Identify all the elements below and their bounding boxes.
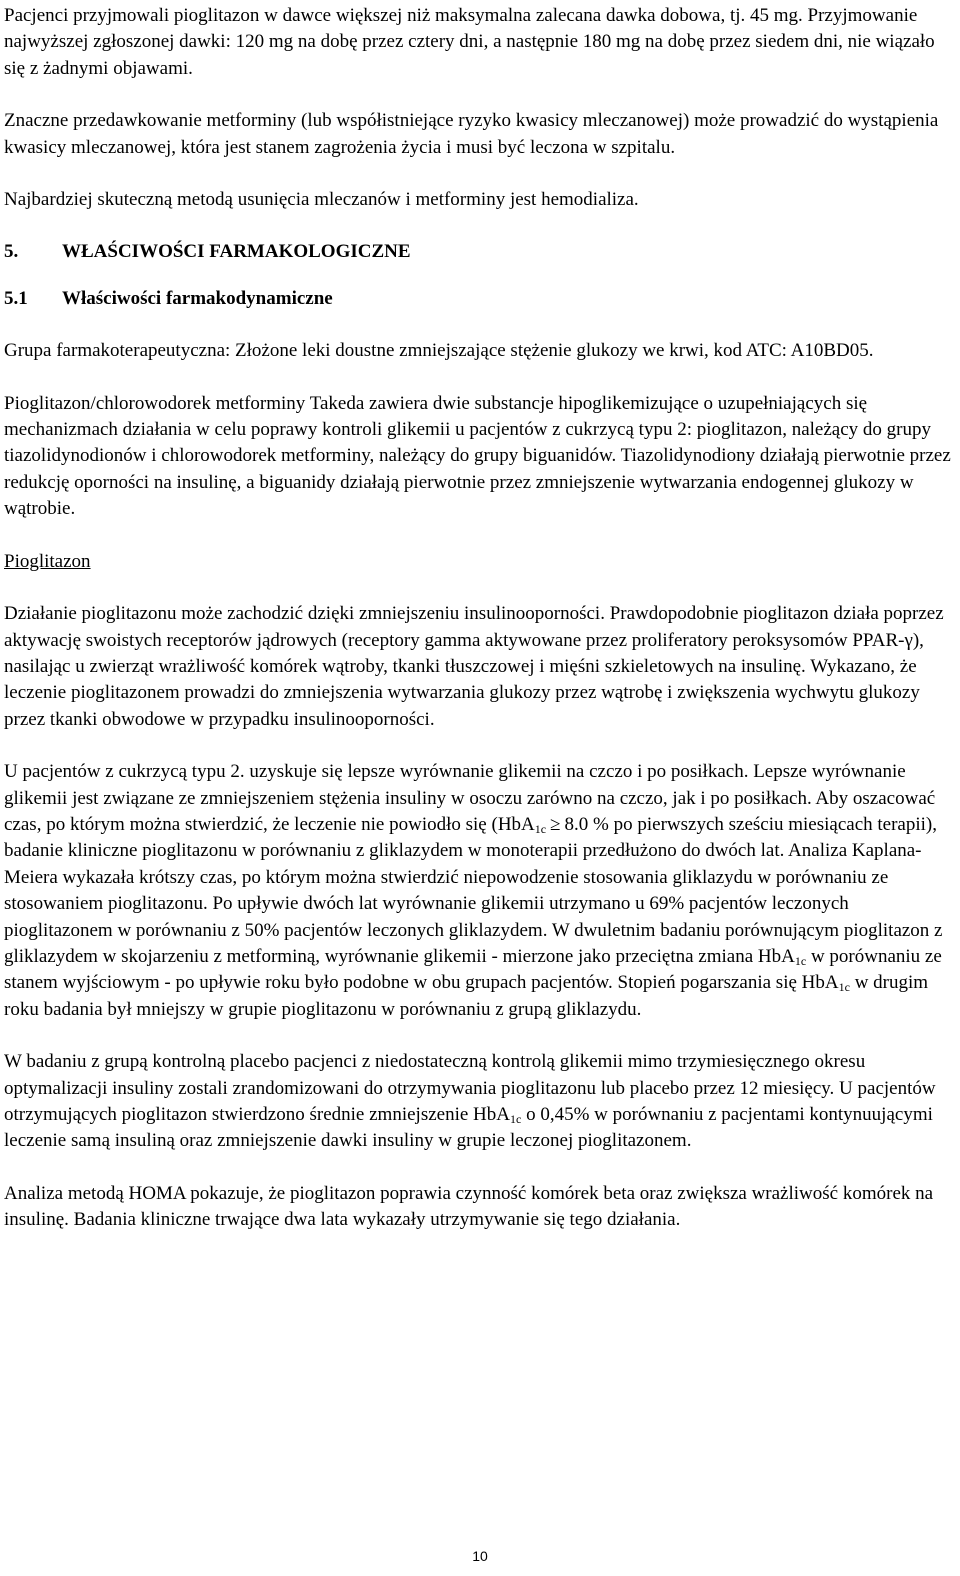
paragraph-overdose-pioglitazone: Pacjenci przyjmowali pioglitazon w dawce większej niż maksymalna zalecana dawka dobowa, tj. 45 mg. Przyjmowanie najwyższej zgłoszonej dawki: 120 mg na dobę przez cztery dni, a następnie 180 mg na dobę przez siedem dni, nie wiązało się z żadnymi objawami. bbox=[4, 5, 935, 79]
subheading-pioglitazon: Pioglitazon bbox=[4, 550, 91, 572]
paragraph-hemodialysis: Najbardziej skuteczną metodą usunięcia mleczanów i metforminy jest hemodializa. bbox=[4, 189, 639, 211]
subsection-title: Właściwości farmakodynamiczne bbox=[62, 287, 333, 309]
paragraph-overdose-metformin: Znaczne przedawkowanie metforminy (lub współistniejące ryzyko kwasicy mleczanowej) może prowadzić do wystąpienia kwasicy mleczanowej, która jest stanem zagrożenia życia i musi być leczona w szpitalu. bbox=[4, 110, 939, 158]
paragraph-placebo-study: W badaniu z grupą kontrolną placebo pacjenci z niedostateczną kontrolą glikemii mimo trzymiesięcznego okresu optymalizacji insuliny zostali zrandomizowani do otrzymywania pioglitazonu lub placebo przez 12 miesięcy. U pacjentów otrzymujących pioglitazon stwierdzono średnie zmniejszenie HbA$_{1c}$ o 0,45% w porównaniu z pacjentami kontynuującymi leczenie samą insuliną oraz zmniejszenie dawki insuliny w grupie leczonej pioglitazonem. bbox=[4, 1051, 936, 1152]
paragraph-pharmacotherapeutic-group: Grupa farmakoterapeutyczna: Złożone leki doustne zmniejszające stężenie glukozy we krwi, kod ATC: A10BD05. bbox=[4, 340, 874, 362]
section-title: WŁAŚCIWOŚCI FARMAKOLOGICZNE bbox=[62, 241, 411, 263]
page-number: 10 bbox=[472, 1548, 488, 1564]
subsection-number: 5.1 bbox=[4, 287, 28, 309]
section-number: 5. bbox=[4, 241, 19, 263]
paragraph-homa-analysis: Analiza metodą HOMA pokazuje, że pioglitazon poprawia czynność komórek beta oraz zwiększa wrażliwość komórek na insulinę. Badania kliniczne trwające dwa lata wykazały utrzymywanie się tego działania. bbox=[4, 1182, 934, 1231]
section-heading-5 bbox=[4, 239, 956, 265]
section-heading-5-1 bbox=[4, 286, 956, 312]
greater-equal-symbol: ≥ bbox=[550, 813, 561, 835]
paragraph-glycemic-control: U pacjentów z cukrzycą typu 2. uzyskuje się lepsze wyrównanie glikemii na czczo i po posiłkach. Lepsze wyrównanie glikemii jest związane ze zmniejszeniem stężenia insuliny w osoczu zarówno na czczo, jak i po posiłkach. Aby oszacować czas, po którym można stwierdzić, że leczenie nie powiodło się (HbA$_{1c}$ ≥ 8.0 % po pierwszych sześciu miesiącach terapii), badanie kliniczne pioglitazonu w porównaniu z gliklazydem w monoterapii przedłużono do dwóch lat. Analiza Kaplana-Meiera wykazała krótszy czas, po którym można stwierdzić niepowodzenie stosowania gliklazydu w porównaniu ze stosowaniem pioglitazonu. Po upływie dwóch lat wyrównanie glikemii utrzymano u 69% pacjentów leczonych pioglitazonem w porównaniu z 50% pacjentów leczonych gliklazydem. W dwuletnim badaniu porównującym pioglitazon z gliklazydem w skojarzeniu z metforminą, wyrównanie glikemii - mierzone jako przeciętna zmiana HbA$_{1c}$ w porównaniu ze stanem wyjściowym - po upływie roku było podobne w obu grupach pacjentów. Stopień pogarszania się HbA$_{1c}$ w drugim roku badania był mniejszy w grupie pioglitazonu w porównaniu z grupą gliklazydu. bbox=[4, 761, 943, 1020]
paragraph-mechanism-combination: Pioglitazon/chlorowodorek metforminy Takeda zawiera dwie substancje hipoglikemizujące o uzupełniających się mechanizmach działania w celu poprawy kontroli glikemii u pacjentów z cukrzycą typu 2: pioglitazon, należący do grupy tiazolidynodionów i chlorowodorek metforminy, należący do grupy biguanidów. Tiazolidynodiony działają pierwotnie przez redukcję oporności na insulinę, a biguanidy działają pierwotnie przez zmniejszenie wytwarzania endogennej glukozy w wątrobie. bbox=[4, 392, 951, 520]
paragraph-pioglitazone-action: Działanie pioglitazonu może zachodzić dzięki zmniejszeniu insulinooporności. Prawdopodobnie pioglitazon działa poprzez aktywację swoistych receptorów jądrowych (receptory gamma aktywowane przez proliferatory peroksysomów PPAR-γ), nasilając u zwierząt wrażliwość komórek wątroby, tkanki tłuszczowej i mięśni szkieletowych na insulinę. Wykazano, że leczenie pioglitazonem prowadzi do zmniejszenia wytwarzania glukozy przez wątrobę i zwiększenia wychwytu glukozy przez tkanki obwodowe w przypadku insulinooporności. bbox=[4, 603, 944, 730]
